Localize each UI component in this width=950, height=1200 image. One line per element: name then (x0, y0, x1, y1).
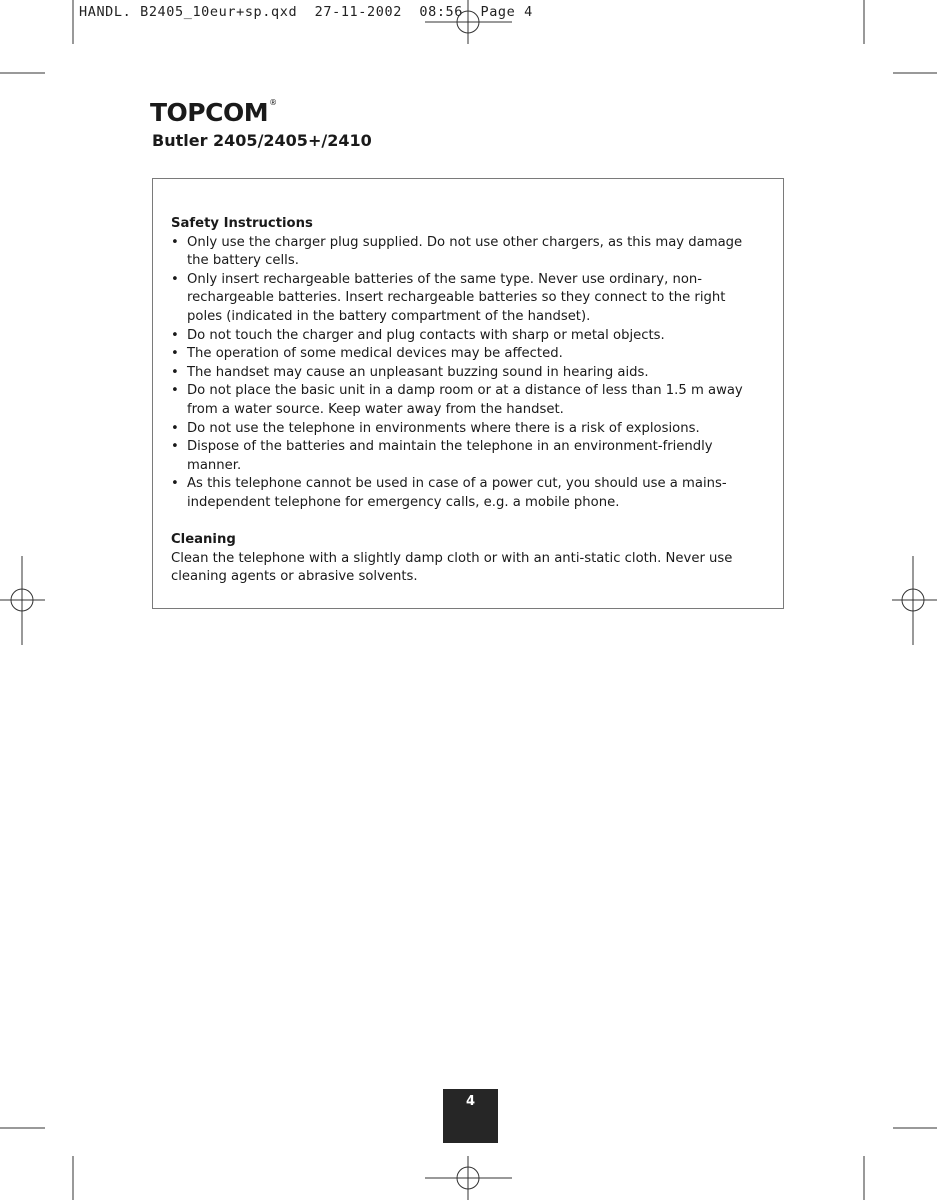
bullet-icon: • (171, 327, 179, 343)
list-item: • The handset may cause an unpleasant buzzing sound in hearing aids. (171, 364, 763, 383)
bullet-icon: • (171, 383, 179, 399)
safety-list (171, 234, 763, 513)
list-item: • The operation of some medical devices may be affected. (171, 345, 763, 364)
bullet-icon: • (171, 439, 179, 455)
page-number-tab (443, 1089, 498, 1143)
model-title: Butler 2405/2405+/2410 (152, 131, 372, 150)
list-item: • Do not place the basic unit in a damp room or at a distance of less than 1.5 m away from a water source. Keep water away from the handset. (171, 383, 743, 417)
section-spacer (171, 513, 763, 532)
page-number: 4 (465, 1094, 476, 1109)
safety-heading: Safety Instructions (171, 216, 313, 231)
instructions-box (152, 178, 784, 609)
list-item: • As this telephone cannot be used in case of a power cut, you should use a mains-independent telephone for emergency calls, e.g. a mobile phone. (171, 476, 727, 510)
print-slug-line: HANDL. B2405_10eur+sp.qxd 27-11-2002 08:56 Page 4 (79, 4, 533, 20)
bullet-icon: • (171, 346, 179, 362)
bullet-icon: • (171, 420, 179, 436)
registered-mark: ® (269, 98, 277, 107)
bullet-icon: • (171, 271, 179, 287)
list-item: • Do not touch the charger and plug contacts with sharp or metal objects. (171, 327, 763, 346)
bullet-icon: • (171, 476, 179, 492)
logo-text: TOPCOM (150, 98, 269, 127)
cleaning-text: Clean the telephone with a slightly damp cloth or with an anti-static cloth. Never use cleaning agents or abrasive solvents. (171, 550, 733, 585)
bullet-icon: • (171, 234, 179, 250)
list-item: • Do not use the telephone in environments where there is a risk of explosions. (171, 420, 763, 439)
topcom-logo (150, 98, 277, 127)
instructions-content (171, 215, 763, 587)
bullet-icon: • (171, 364, 179, 380)
cleaning-heading: Cleaning (171, 532, 236, 548)
list-item: • Only use the charger plug supplied. Do not use other chargers, as this may damage the battery cells. (171, 234, 743, 269)
list-item: • Dispose of the batteries and maintain the telephone in an environment-friendly manner. (171, 439, 713, 473)
list-item: • Only insert rechargeable batteries of the same type. Never use ordinary, non-rechargeable batteries. Insert rechargeable batteries so they connect to the right poles (indicated in the battery compartment of the handset). (171, 271, 726, 324)
